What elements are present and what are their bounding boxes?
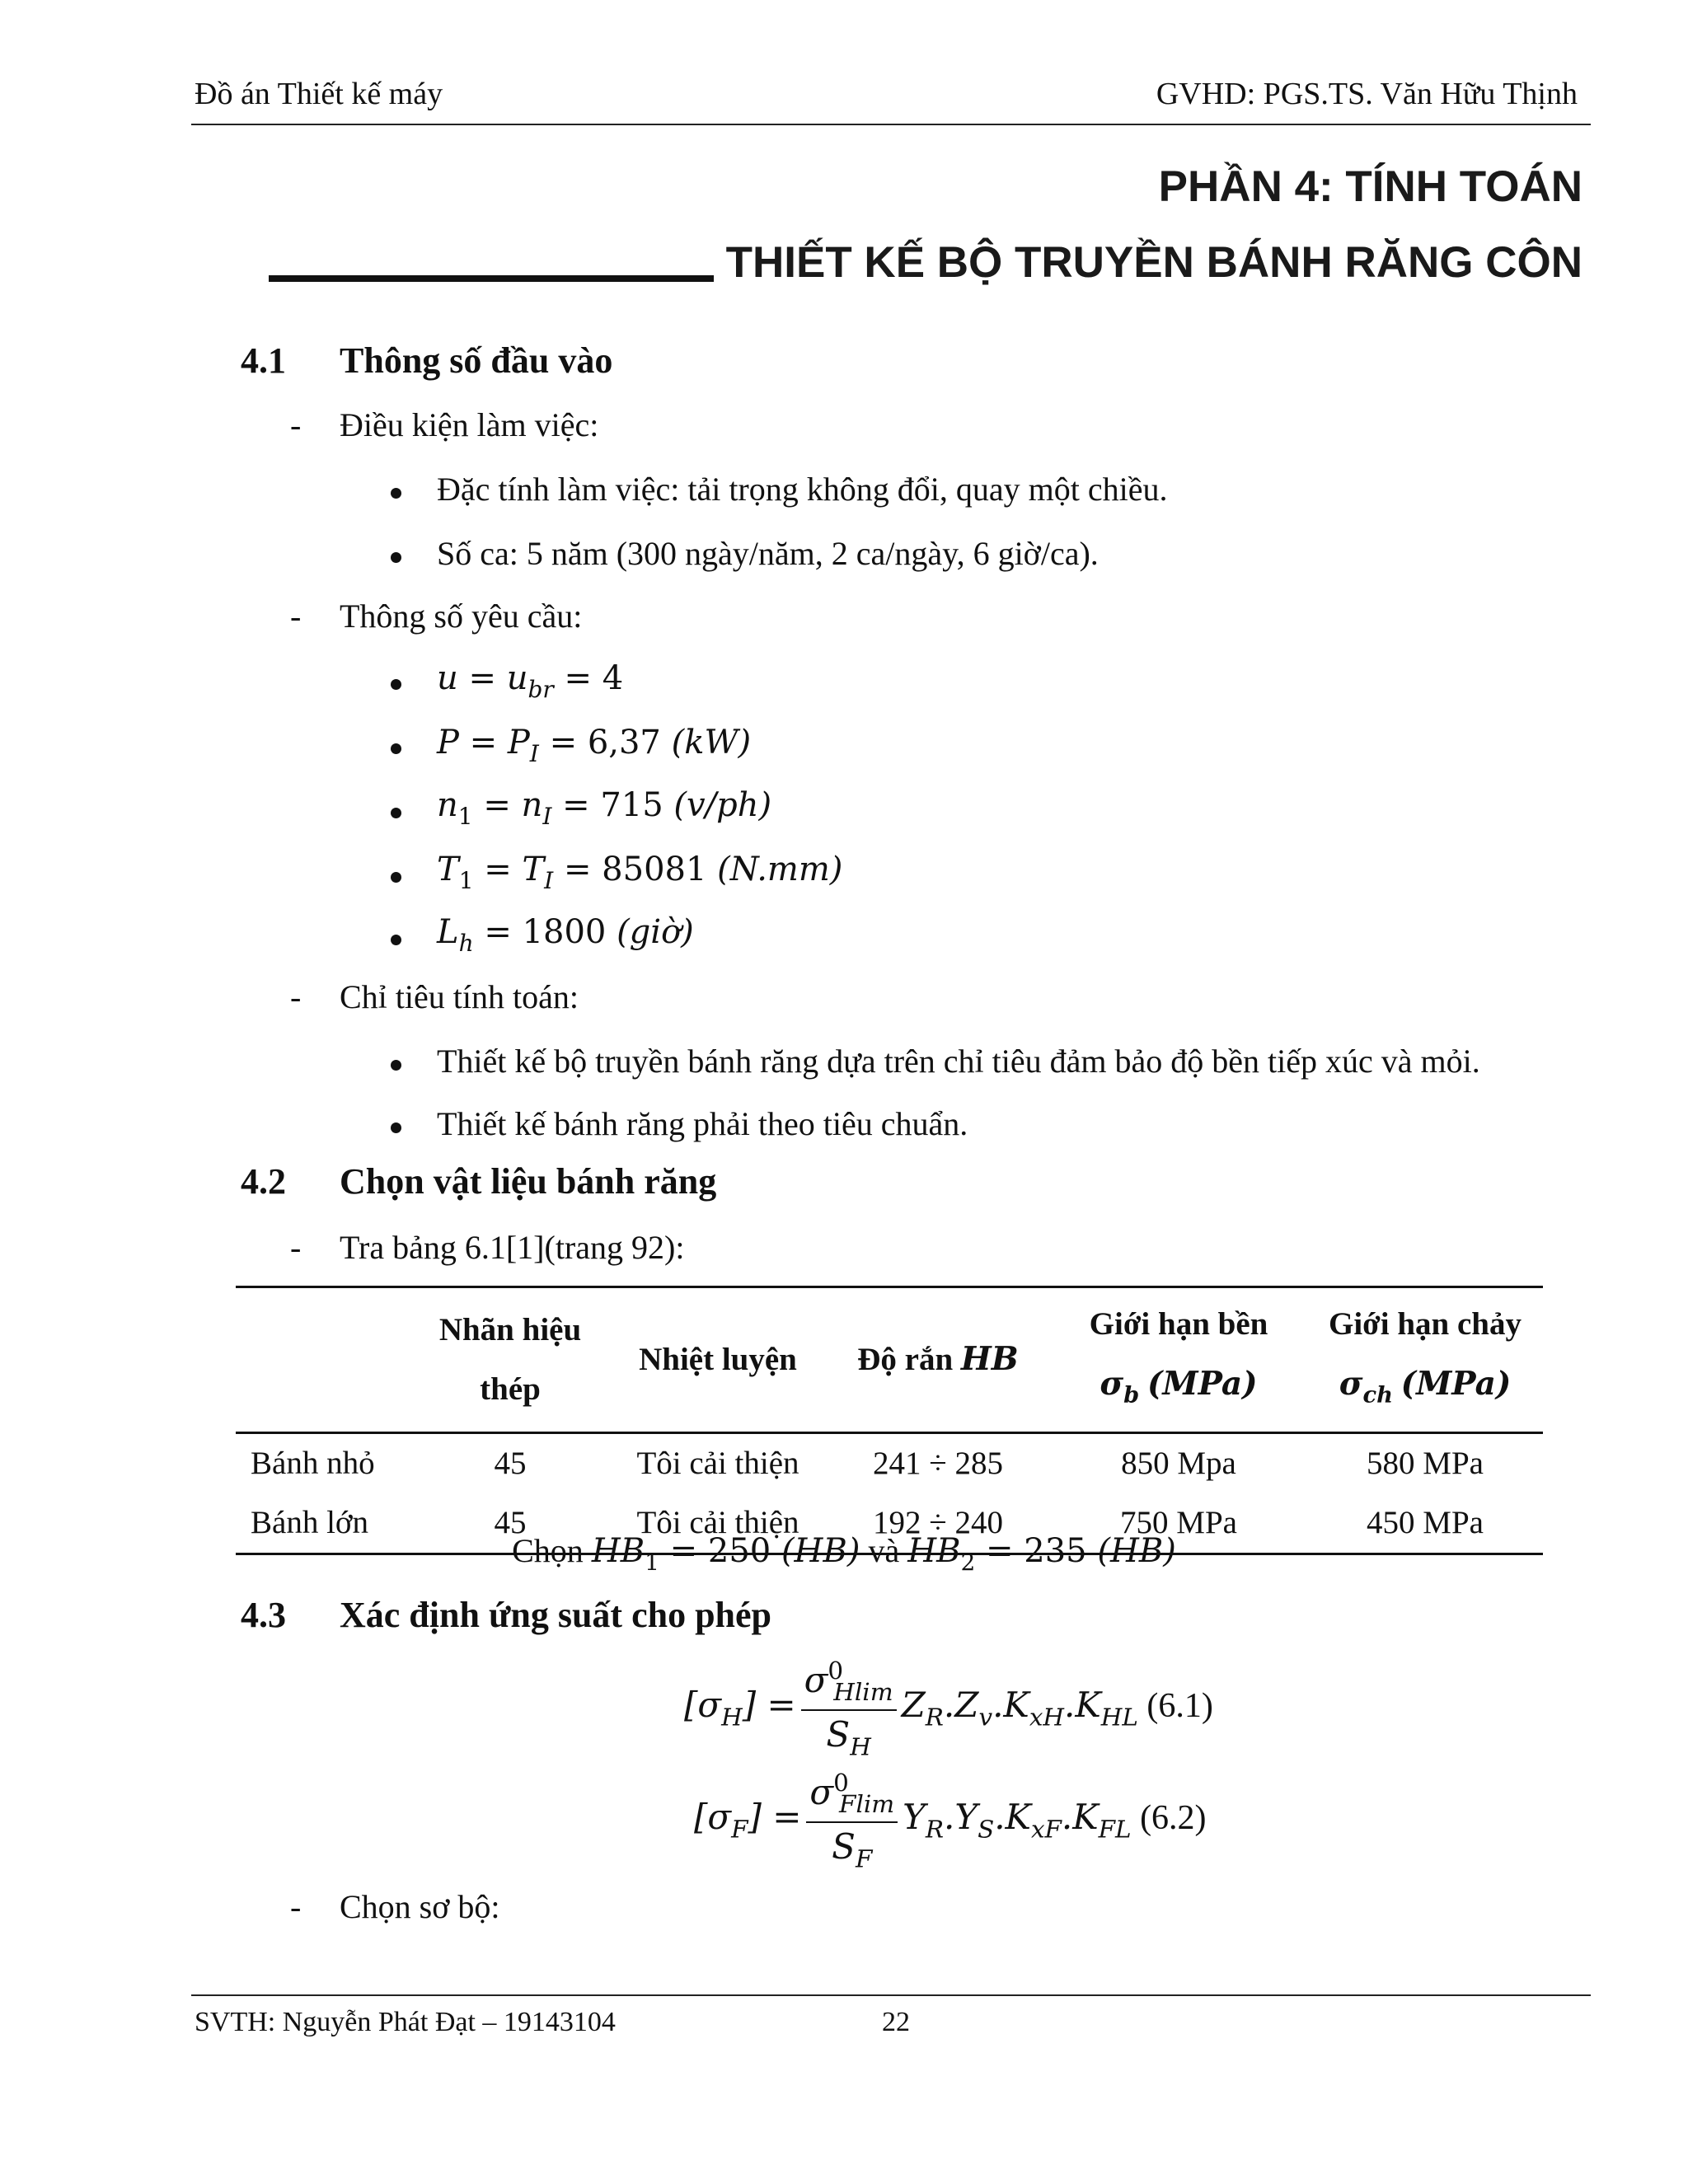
- chapter-title-line2: THIẾT KẾ BỘ TRUYỀN BÁNH RĂNG CÔN: [725, 238, 1582, 287]
- bullet-icon: [391, 1122, 401, 1133]
- table-cell: 241 ÷ 285: [873, 1446, 1003, 1482]
- table-cell: Tôi cải thiện: [636, 1446, 799, 1482]
- calc-item: Thiết kế bánh răng phải theo tiêu chuẩn.: [437, 1105, 968, 1142]
- dash-marker: -: [290, 1888, 302, 1925]
- header-divider: [191, 124, 1591, 125]
- table-cell: Bánh nhỏ: [251, 1446, 375, 1482]
- table-lookup-text: Tra bảng 6.1[1](trang 92):: [340, 1229, 685, 1266]
- header-right: GVHD: PGS.TS. Văn Hữu Thịnh: [1156, 77, 1578, 111]
- bullet-icon: [391, 488, 401, 499]
- header-empty: [236, 1287, 410, 1433]
- equation-6-2: $[\sigma_F]$ = $\frac{\sigma^0_{Flim}}{S_F}$ $Y_R.Y_S.K_{xF}.K_{FL}$ (6.2): [694, 1769, 1207, 1873]
- dash-marker: -: [290, 598, 302, 635]
- section-title: Thông số đầu vào: [340, 340, 613, 381]
- formula-lh: $L_h = 1800$ (giờ): [437, 913, 694, 957]
- bullet-icon: [391, 935, 401, 945]
- table-cell: 45: [494, 1505, 527, 1541]
- table-cell: 192 ÷ 240: [873, 1505, 1003, 1541]
- calc-item: Thiết kế bộ truyền bánh răng dựa trên chỉ tiêu đảm bảo độ bền tiếp xúc và mỏi.: [437, 1043, 1480, 1080]
- section-number: 4.2: [241, 1161, 286, 1202]
- table-row: [236, 1432, 1543, 1493]
- bullet-icon: [391, 679, 401, 690]
- dash-marker: -: [290, 978, 302, 1015]
- section-number: 4.1: [241, 340, 286, 381]
- dash-marker: -: [290, 406, 302, 443]
- section-title: Xác định ứng suất cho phép: [340, 1595, 772, 1635]
- material-table: [236, 1286, 1543, 1555]
- bullet-icon: [391, 1060, 401, 1071]
- bullet-icon: [391, 872, 401, 883]
- work-conditions-label: Điều kiện làm việc:: [340, 406, 599, 443]
- table-cell: Tôi cải thiện: [636, 1505, 799, 1541]
- table-header-row: [236, 1287, 1543, 1433]
- formula-t: $T_1 = T_I = 85081$ (N.mm): [437, 851, 843, 894]
- equation-number: (6.1): [1146, 1687, 1213, 1725]
- hardness-choice: Chọn $HB_1 = 250$ (HB) và $HB_2 = 235$ (HB): [512, 1532, 1176, 1576]
- work-item: Đặc tính làm việc: tải trọng không đổi, quay một chiều.: [437, 471, 1168, 508]
- table-cell: 850 Mpa: [1121, 1446, 1236, 1482]
- footer-divider: [191, 1994, 1591, 1996]
- section-title: Chọn vật liệu bánh răng: [340, 1161, 717, 1202]
- header-hardness: Độ rắn HB: [857, 1340, 1019, 1379]
- header-left: Đồ án Thiết kế máy: [195, 77, 443, 111]
- header-yield-limit: Giới hạn chảy $\sigma_{ch}$ (MPa): [1329, 1306, 1522, 1408]
- table-cell: 580 MPa: [1367, 1446, 1484, 1482]
- header-tensile-limit: Giới hạn bền $\sigma_b$ (MPa): [1089, 1306, 1268, 1408]
- table-cell: 45: [494, 1446, 527, 1482]
- header-heat-treatment: Nhiệt luyện: [639, 1341, 797, 1377]
- preliminary-choice-label: Chọn sơ bộ:: [340, 1888, 500, 1925]
- equation-6-1: $[\sigma_H]$ = $\frac{\sigma^0_{Hlim}}{S_H}$ $Z_R.Z_v.K_{xH}.K_{HL}$ (6.1): [684, 1657, 1213, 1761]
- bullet-icon: [391, 743, 401, 754]
- chapter-title-bar: [269, 275, 714, 282]
- section-number: 4.3: [241, 1595, 286, 1635]
- header-steel-grade: Nhãn hiệu thép: [438, 1311, 582, 1407]
- chapter-title-line1: PHẦN 4: TÍNH TOÁN: [1158, 162, 1582, 211]
- equation-number: (6.2): [1140, 1799, 1207, 1837]
- page-number: 22: [882, 2007, 910, 2037]
- work-item: Số ca: 5 năm (300 ngày/năm, 2 ca/ngày, 6 giờ/ca).: [437, 535, 1099, 572]
- formula-n: $n_1 = n_I = 715$ (v/ph): [437, 786, 772, 830]
- footer-student: SVTH: Nguyễn Phát Đạt – 19143104: [195, 2007, 616, 2037]
- bullet-icon: [391, 808, 401, 818]
- formula-u: $u = u_{br} = 4$: [437, 659, 624, 703]
- table-cell: 450 MPa: [1367, 1505, 1484, 1541]
- formula-p: $P = P_I = 6,37$ (kW): [437, 724, 752, 767]
- table-cell: Bánh lớn: [251, 1505, 369, 1541]
- bullet-icon: [391, 552, 401, 563]
- calc-criteria-label: Chỉ tiêu tính toán:: [340, 978, 579, 1015]
- table-cell: 750 MPa: [1120, 1505, 1237, 1541]
- requirements-label: Thông số yêu cầu:: [340, 598, 583, 635]
- dash-marker: -: [290, 1229, 302, 1266]
